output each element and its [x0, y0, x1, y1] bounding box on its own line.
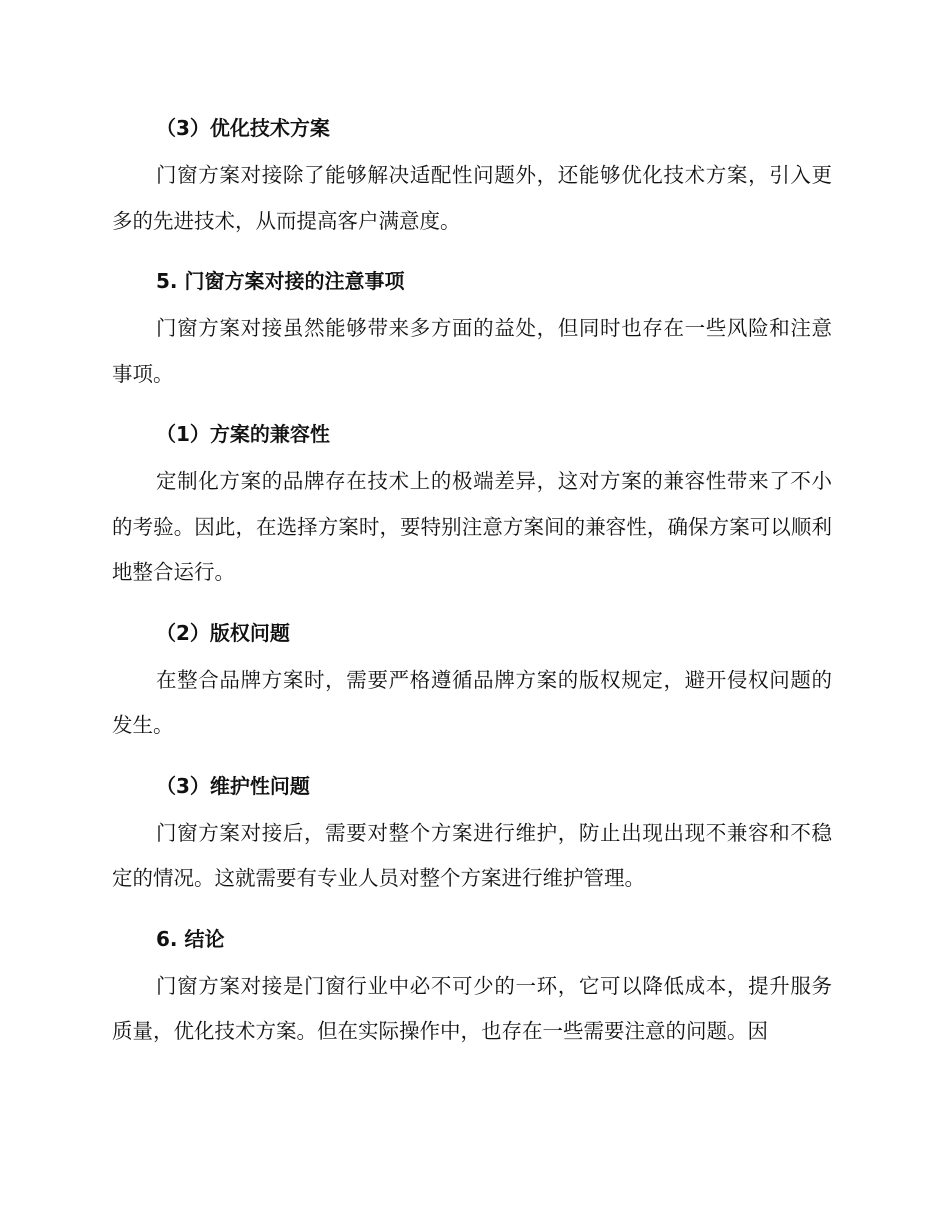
paragraph-copyright: 在整合品牌方案时，需要严格遵循品牌方案的版权规定，避开侵权问题的发生。 [112, 667, 832, 737]
section-heading-maintenance: （3）维护性问题 [156, 773, 310, 798]
section-heading-compatibility: （1）方案的兼容性 [156, 422, 330, 446]
paragraph-optimize-tech: 门窗方案对接除了能够解决适配性问题外，还能够优化技术方案，引入更多的先进技术，从而提高客户满意度。 [112, 163, 832, 233]
section-heading-conclusion: 6. 结论 [156, 926, 225, 951]
document-page [112, 105, 832, 1069]
section-heading-copyright: （2）版权问题 [156, 620, 290, 645]
paragraph-notes: 门窗方案对接虽然能够带来多方面的益处，但同时也存在一些风险和注意事项。 [112, 316, 832, 386]
paragraph-conclusion: 门窗方案对接是门窗行业中必不可少的一环，它可以降低成本，提升服务质量，优化技术方案。但在实际操作中，也存在一些需要注意的问题。因 [112, 973, 832, 1043]
section-heading-notes: 5. 门窗方案对接的注意事项 [156, 269, 405, 293]
section-heading-optimize-tech: （3）优化技术方案 [156, 116, 330, 140]
paragraph-maintenance: 门窗方案对接后，需要对整个方案进行维护，防止出现出现不兼容和不稳定的情况。这就需要有专业人员对整个方案进行维护管理。 [112, 820, 832, 890]
paragraph-compatibility: 定制化方案的品牌存在技术上的极端差异，这对方案的兼容性带来了不小的考验。因此，在选择方案时，要特别注意方案间的兼容性，确保方案可以顺利地整合运行。 [112, 469, 832, 584]
